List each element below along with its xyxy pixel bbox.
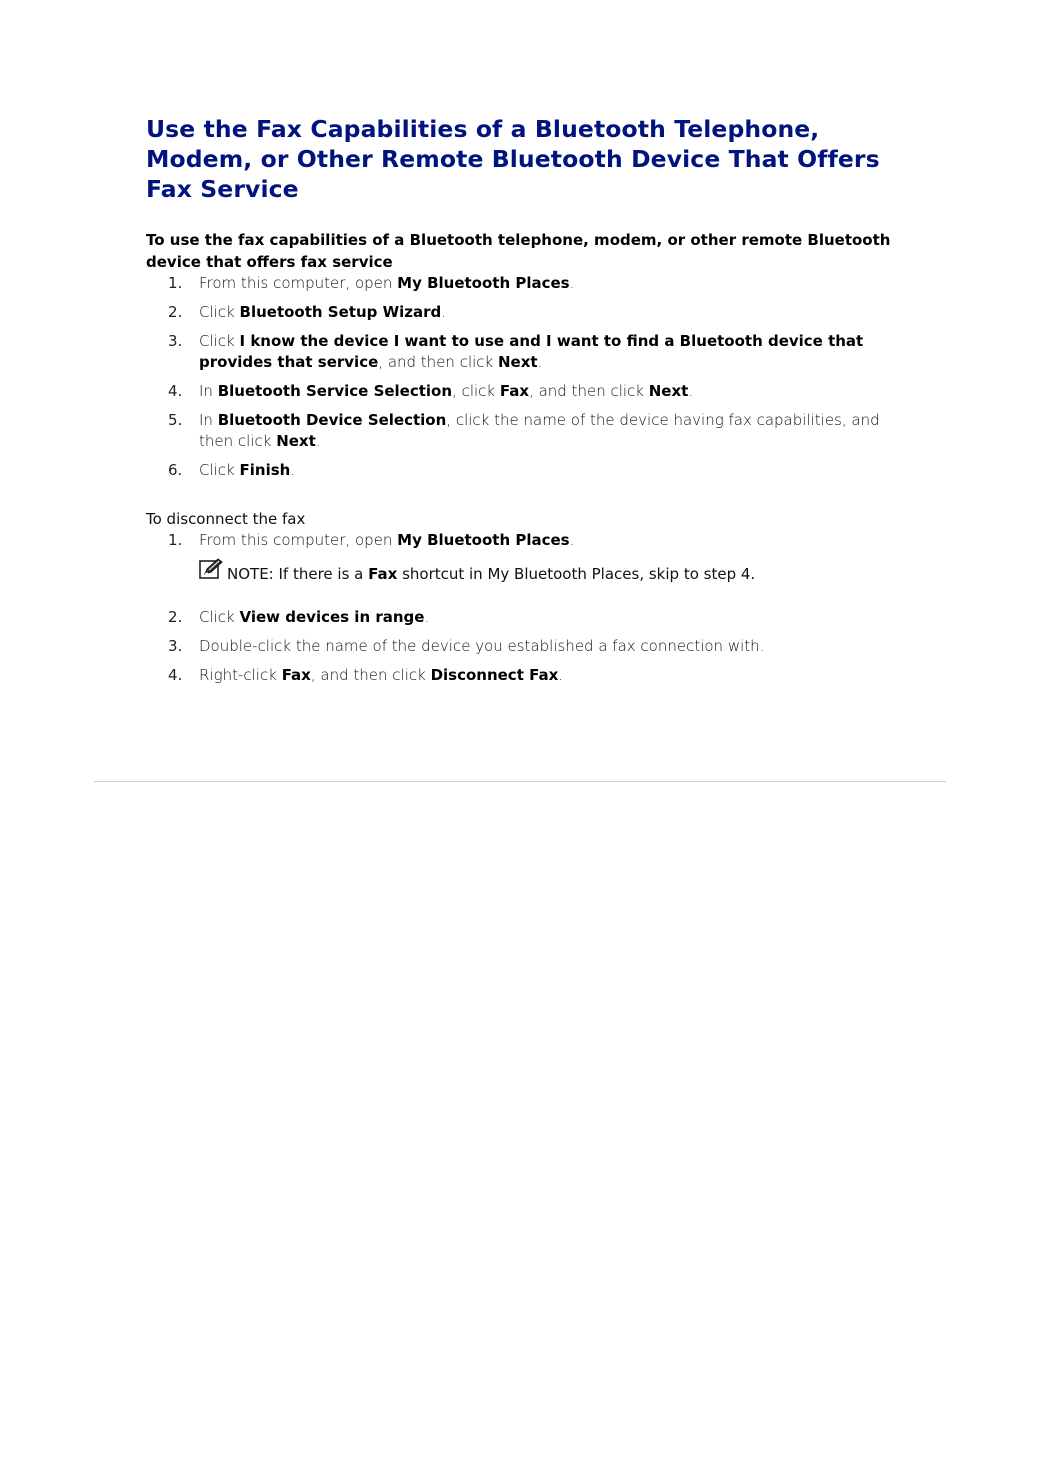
- step-text: Double-click the name of the device you established a fax connection with.: [199, 637, 765, 655]
- step-number: 1.: [168, 531, 183, 549]
- list-item: [146, 636, 906, 657]
- step-text: .: [688, 382, 694, 400]
- step-text: Click: [199, 303, 240, 321]
- ui-term: Fax: [368, 565, 398, 583]
- step-number: 4.: [168, 382, 183, 400]
- step-text: In: [199, 411, 218, 429]
- ui-term: Bluetooth Device Selection: [217, 411, 447, 429]
- ui-term: Next: [648, 382, 689, 400]
- step-text: , click the name of the device having fax capabilities, and then click: [199, 411, 880, 450]
- list-item: [146, 331, 906, 373]
- step-text: .: [569, 531, 575, 549]
- document-body: [146, 114, 906, 694]
- list-item: [146, 607, 906, 628]
- list-item: [146, 460, 906, 481]
- ui-term: Bluetooth Service Selection: [217, 382, 453, 400]
- ui-term: Fax: [281, 666, 311, 684]
- step-text: Click: [199, 461, 240, 479]
- step-text: .: [537, 353, 543, 371]
- disconnect-steps-list-rest: [146, 607, 906, 686]
- bottom-divider: [94, 781, 946, 782]
- step-text: NOTE: If there is a: [227, 565, 369, 583]
- connect-steps-list: [146, 273, 906, 481]
- step-text: Click: [199, 332, 240, 350]
- step-text: , and then click: [310, 666, 431, 684]
- step-number: 1.: [168, 274, 183, 292]
- ui-term: My Bluetooth Places: [397, 531, 570, 549]
- step-text: , and then click: [378, 353, 498, 371]
- step-number: 4.: [168, 666, 183, 684]
- ui-term: I know the device I want to use and I want to find a Bluetooth device that provides that service: [199, 332, 864, 371]
- page-title: Use the Fax Capabilities of a Bluetooth Telephone, Modem, or Other Remote Bluetooth Device That Offers Fax Service: [146, 115, 880, 203]
- ui-term: Bluetooth Setup Wizard: [239, 303, 442, 321]
- step-text: From this computer, open: [199, 274, 398, 292]
- ui-term: Disconnect Fax: [430, 666, 559, 684]
- list-item: [146, 410, 906, 452]
- step-text: .: [441, 303, 447, 321]
- procedure-intro: To use the fax capabilities of a Bluetooth telephone, modem, or other remote Bluetooth device that offers fax service: [146, 231, 891, 271]
- step-text: .: [290, 461, 296, 479]
- note-text: [227, 565, 755, 583]
- ui-term: Finish: [239, 461, 291, 479]
- step-text: .: [315, 432, 321, 450]
- step-text: Right-click: [199, 666, 282, 684]
- list-item: [146, 273, 906, 294]
- list-item: [146, 530, 906, 551]
- list-item: [146, 665, 906, 686]
- disconnect-steps-list-first: [146, 530, 906, 551]
- step-text: In: [199, 382, 218, 400]
- step-text: .: [558, 666, 564, 684]
- step-text: Click: [199, 608, 240, 626]
- ui-term: Next: [276, 432, 316, 450]
- step-text: , and then click: [529, 382, 649, 400]
- ui-term: Next: [497, 353, 538, 371]
- step-text: .: [424, 608, 430, 626]
- step-text: shortcut in My Bluetooth Places, skip to step 4.: [397, 565, 756, 583]
- step-number: 3.: [168, 637, 183, 655]
- step-text: , click: [452, 382, 500, 400]
- ui-term: Fax: [499, 382, 530, 400]
- step-number: 2.: [168, 608, 183, 626]
- step-number: 5.: [168, 411, 183, 429]
- ui-term: View devices in range: [239, 608, 425, 626]
- list-item: [146, 381, 906, 402]
- ui-term: My Bluetooth Places: [397, 274, 570, 292]
- step-text: .: [569, 274, 575, 292]
- note-pencil-icon: [199, 558, 223, 580]
- disconnect-heading: To disconnect the fax: [146, 510, 306, 528]
- note-block: [199, 564, 906, 585]
- step-number: 3.: [168, 332, 183, 350]
- list-item: [146, 302, 906, 323]
- step-number: 2.: [168, 303, 183, 321]
- step-text: From this computer, open: [199, 531, 398, 549]
- step-number: 6.: [168, 461, 183, 479]
